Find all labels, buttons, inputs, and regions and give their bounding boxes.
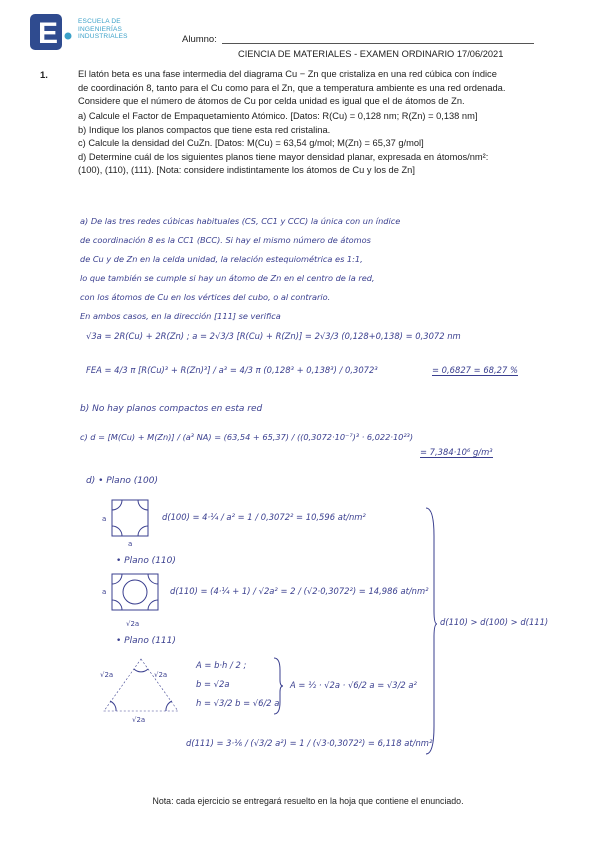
area-def-line: h = √3/2 b = √6/2 a	[196, 698, 280, 708]
answer-d-plane-100-title: d) • Plano (100)	[86, 476, 158, 486]
answer-line: lo que también se cumple si hay un átomo de Zn en el centro de la red,	[80, 273, 375, 283]
statement-item: c) Calcule la densidad del CuZn. [Datos: M(Cu) = 63,54 g/mol; M(Zn) = 65,37 g/mol]	[78, 138, 424, 148]
answer-c-equation: c) d = [M(Cu) + M(Zn)] / (a³ NA) = (63,54 + 65,37) / ((0,3072·10⁻⁷)³ · 6,022·10²³)	[80, 432, 414, 442]
plane-110-diagram-icon	[100, 572, 170, 634]
brace-icon	[272, 656, 284, 716]
plane-110-figure	[100, 572, 170, 639]
area-def-line: b = √2a	[196, 679, 230, 689]
statement-item: a) Calcule el Factor de Empaquetamiento Atómico. [Datos: R(Cu) = 0,128 nm; R(Zn) = 0,138 nm]	[78, 111, 478, 121]
statement-item: (100), (110), (111). [Nota: considere indistintamente los átomos de Cu y los de Zn]	[78, 165, 415, 175]
answer-b-text: b) No hay planos compactos en esta red	[80, 404, 263, 414]
question-number: 1.	[40, 70, 48, 81]
school-name	[78, 18, 128, 41]
statement-item: d) Determine cuál de los siguientes planos tiene mayor densidad planar, expresada en átomos/nm²:	[78, 151, 489, 162]
fig-label-a: a	[128, 540, 133, 548]
answer-d-111-area: A = ½ · √2a · √6/2 a = √3/2 a²	[290, 680, 417, 690]
answer-a-text	[80, 212, 400, 326]
statement-line: de coordinación 8, tanto para el Cu como para el Zn, que a temperatura ambiente es una red ordenada.	[78, 82, 506, 93]
answer-d-111-area-defs	[196, 656, 279, 713]
school-name-line: ESCUELA DE	[78, 18, 121, 25]
answer-a-fea-result: = 0,6827 = 68,27 %	[432, 365, 518, 375]
footer-note: Nota: cada ejercicio se entregará resuelto en la hoja que contiene el enunciado.	[152, 796, 464, 806]
plane-111-diagram-icon	[96, 655, 186, 723]
answer-d-plane-110-title: • Plano (110)	[116, 556, 176, 566]
school-name-line: INDUSTRIALES	[78, 33, 128, 40]
brace-large	[424, 506, 438, 761]
answer-d-110-density: d(110) = (4·¼ + 1) / √2a² = 2 / (√2·0,3072²) = 14,986 at/nm²	[170, 586, 429, 596]
fig-label-root2a: √2a	[126, 620, 140, 628]
answer-line: En ambos casos, en la dirección [111] se verifica	[80, 311, 281, 321]
alumno-name-line	[222, 43, 534, 44]
school-name-line: INGENIERÍAS	[78, 25, 123, 33]
answer-d-100-density: d(100) = 4·¼ / a² = 1 / 0,3072² = 10,596 at/nm²	[162, 512, 366, 522]
area-def-line: A = b·h / 2 ;	[196, 660, 247, 670]
brace-icon	[424, 506, 438, 756]
fig-label-root2a: √2a	[100, 671, 114, 679]
plane-111-figure	[96, 655, 186, 728]
statement-line: El latón beta es una fase intermedia del diagrama Cu − Zn que cristaliza en una red cúbica con índice	[78, 69, 497, 79]
fig-label-root2a: √2a	[154, 671, 168, 679]
answer-d-111-density: d(111) = 3·⅙ / (√3/2 a²) = 1 / (√3·0,3072²) = 6,118 at/nm²	[186, 738, 433, 748]
logo-letter: E	[38, 17, 59, 50]
statement-items	[78, 110, 488, 178]
statement-item: b) Indique los planos compactos que tiene esta red cristalina.	[78, 124, 331, 135]
answer-a-fea-equation: FEA = 4/3 π [R(Cu)³ + R(Zn)³] / a³ = 4/3 π (0,128³ + 0,138³) / 0,3072³	[86, 365, 378, 375]
answer-d-comparison: d(110) > d(100) > d(111)	[440, 617, 549, 627]
answer-line: de Cu y de Zn en la celda unidad, la relación estequiométrica es 1:1,	[80, 254, 363, 264]
fig-label-a: a	[102, 515, 107, 523]
answer-a-lattice-equation: √3a = 2R(Cu) + 2R(Zn) ; a = 2√3/3 [R(Cu) + R(Zn)] = 2√3/3 (0,128+0,138) = 0,3072 nm	[86, 331, 461, 341]
fig-label-root2a: √2a	[132, 716, 146, 724]
alumno-label: Alumno:	[182, 34, 217, 45]
answer-line: a) De las tres redes cúbicas habituales (CS, CC1 y CCC) la única con un índice	[80, 216, 401, 226]
statement-intro	[78, 68, 505, 109]
answer-line: con los átomos de Cu en los vértices del cubo, o al contrario.	[80, 292, 331, 302]
statement-line: Considere que el número de átomos de Cu por celda unidad es igual que el de átomos de Zn.	[78, 96, 465, 106]
answer-line: de coordinación 8 es la CC1 (BCC). Si hay el mismo número de átomos	[80, 235, 371, 245]
answer-d-plane-111-title: • Plano (111)	[116, 636, 176, 646]
exam-title: CIENCIA DE MATERIALES - EXAMEN ORDINARIO 17/06/2021	[238, 49, 504, 59]
brace-small	[272, 656, 284, 721]
plane-100-diagram-icon	[100, 496, 160, 546]
plane-100-figure	[100, 496, 160, 551]
fig-label-a: a	[102, 588, 107, 596]
answer-c-result: = 7,384·10⁶ g/m³	[420, 447, 493, 457]
